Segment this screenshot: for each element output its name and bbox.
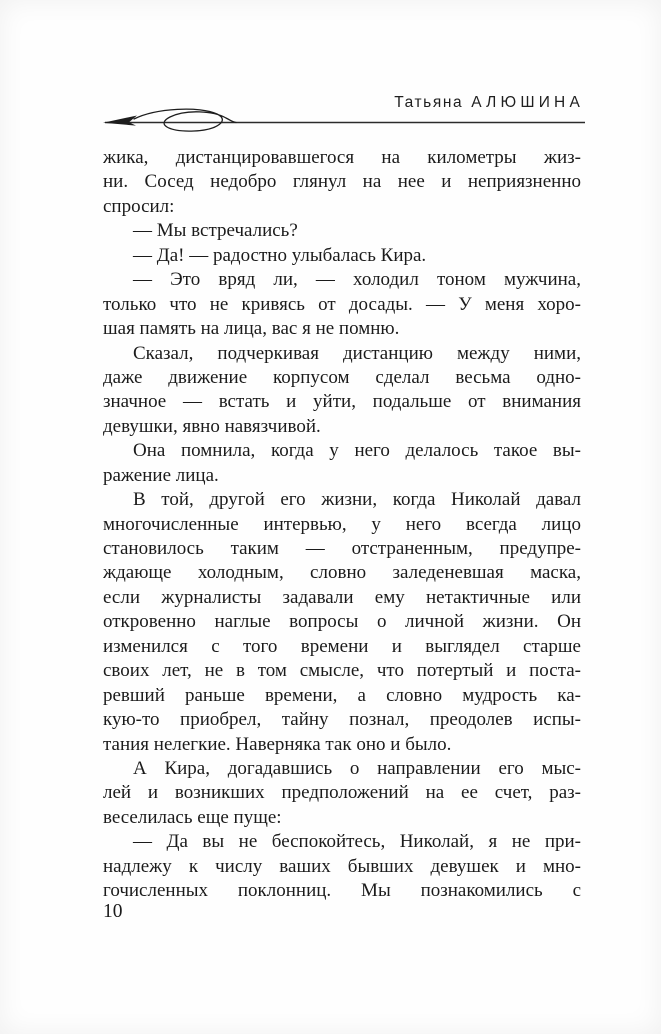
text-line: Она помнила, когда у него делалось такое вы-: [133, 440, 581, 462]
text-line: становилось таким — отстраненным, предупре-: [103, 538, 581, 559]
text-line: кую-то приобрел, тайну познал, преодолев испы-: [103, 709, 581, 731]
text-line: откровенно наглые вопросы о личной жизни. Он: [103, 611, 581, 633]
text-line: лей и возникших предположений на ее счет, раз-: [103, 782, 581, 804]
text-line: — Да! — радостно улыбалась Кира.: [133, 244, 427, 266]
text-line: В той, другой его жизни, когда Николай давал: [133, 489, 581, 511]
text-lines: [103, 146, 581, 904]
text-line: ражение лица.: [103, 464, 219, 486]
text-line: ревший раньше времени, а словно мудрость ка-: [103, 684, 581, 706]
text-line: даже движение корпусом сделал весьма одно-: [103, 366, 581, 388]
text-line: ждающе холодным, словно заледеневшая маска,: [103, 562, 581, 584]
page-text: [103, 146, 581, 904]
text-line: — Да вы не беспокойтесь, Николай, я не при-: [133, 831, 581, 853]
text-line: — Это вряд ли, — холодил тоном мужчина,: [133, 269, 581, 291]
text-line: только что не кривясь от досады. — У меня хоро-: [103, 293, 581, 315]
text-line: гочисленных поклонниц. Мы познакомились с: [103, 880, 581, 902]
text-line: А Кира, догадавшись о направлении его мыс-: [133, 757, 581, 779]
text-line: спросил:: [103, 195, 175, 217]
text-line: изменился с того времени и выглядел старше: [103, 635, 581, 657]
text-line: надлежу к числу ваших бывших девушек и мно-: [103, 855, 581, 877]
header-rule: [96, 105, 588, 139]
text-line: своих лет, не в том смысле, что потертый и поста-: [103, 660, 581, 682]
text-line: жика, дистанцировавшегося на километры жиз-: [103, 147, 581, 168]
text-line: многочисленные интервью, у него всегда лицо: [103, 513, 581, 535]
flourish-arrow-icon: [96, 105, 588, 139]
text-line: тания нелегкие. Наверняка так оно и было.: [103, 733, 452, 755]
text-line: Сказал, подчеркивая дистанцию между ними,: [133, 342, 581, 364]
text-line: шая память на лица, вас я не помню.: [103, 318, 400, 340]
text-line: если журналисты задавали ему нетактичные или: [103, 586, 581, 608]
text-line: значное — встать и уйти, подальше от внимания: [103, 391, 581, 413]
text-line: девушки, явно навязчивой.: [103, 415, 321, 437]
author-last-name: АЛЮШИНА: [471, 94, 584, 111]
text-line: ни. Сосед недобро глянул на нее и неприязненно: [103, 171, 581, 193]
page-number: 10: [103, 901, 123, 922]
text-line: — Мы встречались?: [133, 220, 298, 242]
text-line: веселилась еще пуще:: [103, 806, 282, 828]
author-first-name: Татьяна: [394, 94, 464, 111]
